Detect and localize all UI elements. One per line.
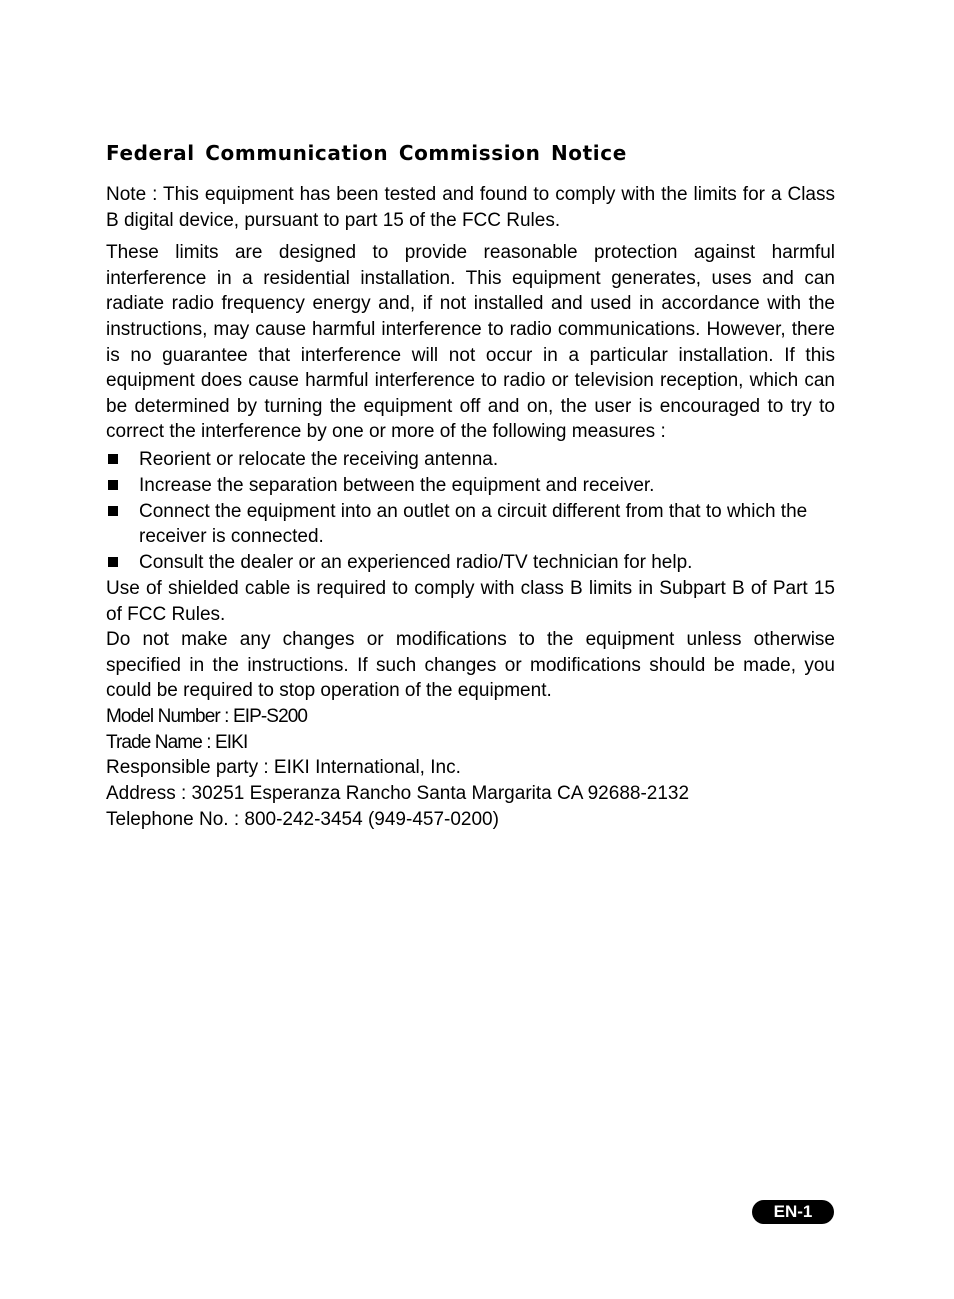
list-item: [106, 473, 835, 499]
list-item: [106, 499, 835, 551]
list-item-text: Increase the separation between the equipment and receiver.: [139, 474, 655, 496]
address: Address : 30251 Esperanza Rancho Santa Margarita CA 92688-2132: [106, 783, 690, 805]
responsible-party: Responsible party : EIKI International, Inc.: [106, 757, 461, 779]
limits-paragraph: These limits are designed to provide reasonable protection against harmful interference in a residential installation. This equipment generates, uses and can radiate radio frequency energy and, if not installed and used in accordance with the instructions, may cause harmful interference to radio communications. However, there is no guarantee that interference will not occur in a particular installation. If this equipment does cause harmful interference to radio or television reception, which can be determined by turning the equipment off and on, the user is encouraged to try to correct the interference by one or more of the following measures :: [106, 242, 835, 443]
list-item: [106, 550, 835, 576]
shielded-cable-paragraph: Use of shielded cable is required to comply with class B limits in Subpart B of Part 15 of FCC Rules.: [106, 577, 835, 625]
list-item-text: Reorient or relocate the receiving antenna.: [139, 448, 499, 470]
note-paragraph: Note : This equipment has been tested and found to comply with the limits for a Class B digital device, pursuant to part 15 of the FCC Rules.: [106, 184, 835, 231]
square-bullet-icon: [108, 480, 118, 490]
model-number: Model Number : EIP-S200: [106, 705, 308, 727]
list-item: [106, 447, 835, 473]
square-bullet-icon: [108, 506, 118, 516]
page-title: Federal Communication Commission Notice: [106, 141, 627, 165]
list-item-text: Connect the equipment into an outlet on a circuit different from that to which the receiver is connected.: [139, 500, 808, 548]
measures-list: [106, 447, 835, 576]
page-number-badge: EN-1: [752, 1200, 834, 1224]
square-bullet-icon: [108, 454, 118, 464]
list-item-text: Consult the dealer or an experienced radio/TV technician for help.: [139, 552, 693, 574]
modifications-paragraph: Do not make any changes or modifications to the equipment unless otherwise specified in the instructions. If such changes or modifications should be made, you could be required to stop operation of the equipment.: [106, 629, 835, 702]
telephone: Telephone No. : 800-242-3454 (949-457-0200): [106, 809, 499, 831]
trade-name: Trade Name : EIKI: [106, 731, 248, 753]
fcc-notice: [106, 140, 835, 833]
square-bullet-icon: [108, 557, 118, 567]
